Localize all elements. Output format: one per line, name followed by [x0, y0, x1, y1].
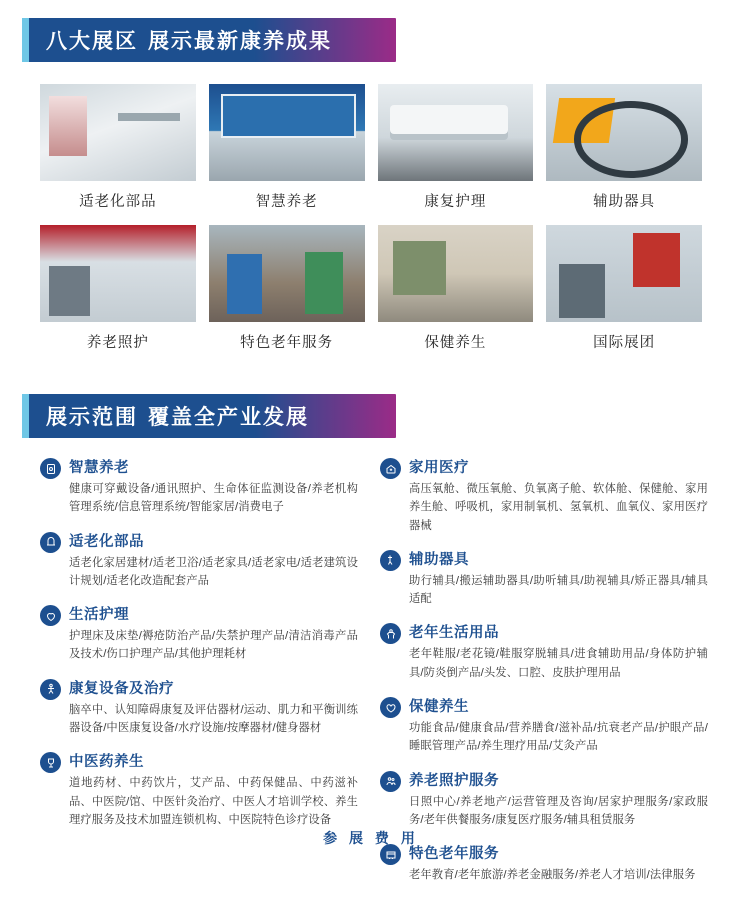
scope-item-title: 生活护理	[69, 607, 129, 624]
scope-item-title: 康复设备及治疗	[69, 680, 174, 697]
exhibition-area-item[interactable]	[40, 225, 196, 364]
exhibition-area-item[interactable]	[546, 225, 702, 364]
exhibition-area-caption: 保健养生	[424, 335, 487, 351]
assistive-device-icon	[380, 550, 401, 571]
scope-item-title: 保健养生	[409, 699, 469, 716]
scope-item-title: 中医药养生	[69, 754, 144, 771]
scope-item-desc: 适老化家居建材/适老卫浴/适老家具/适老家电/适老建筑设计规划/适老化改造配套产品	[69, 556, 358, 587]
eldercare-service-icon	[380, 771, 401, 792]
rehab-equipment-icon	[40, 679, 61, 700]
eldercare-booth-photo	[40, 225, 196, 322]
exhibition-area-caption: 特色老年服务	[240, 335, 334, 351]
scope-item-desc: 道地药材、中药饮片，艾产品、中药保健品、中药滋补品、中医院/馆、中医针灸治疗、中医人才培训学校、养生理疗服务及技术加盟连锁机构、中医院特色诊疗设备	[69, 777, 358, 826]
banner-main-title: 展示范围	[46, 406, 138, 429]
scope-item-title: 适老化部品	[69, 533, 144, 550]
scope-item-title: 家用医疗	[409, 460, 469, 476]
exhibition-area-caption: 智慧养老	[255, 194, 318, 210]
scope-item-title: 养老照护服务	[409, 772, 499, 789]
scope-item-title: 特色老年服务	[409, 846, 499, 863]
scope-item[interactable]	[380, 769, 708, 830]
home-medical-icon	[380, 458, 401, 479]
scope-item[interactable]	[380, 695, 708, 756]
scope-item-desc: 高压氧舱、微压氧舱、负氧离子舱、软体舱、保健舱、家用养生舱、呼吸机，家用制氧机、氢氧机、血氧仪、家用医疗器械	[409, 483, 708, 532]
smart-eldercare-icon	[40, 458, 61, 479]
accessible-parts-icon	[40, 532, 61, 553]
scope-item[interactable]	[40, 456, 358, 517]
scope-item[interactable]	[380, 548, 708, 609]
international-pavilion-photo	[546, 225, 702, 322]
scope-item[interactable]	[380, 842, 708, 884]
scope-banner	[22, 394, 396, 438]
wheelchair-photo	[546, 84, 702, 181]
exhibition-area-item[interactable]	[378, 225, 534, 364]
smart-eldercare-screen-photo	[209, 84, 365, 181]
nursing-bed-photo	[378, 84, 534, 181]
life-care-icon	[40, 605, 61, 626]
bathroom-accessibility-photo	[40, 84, 196, 181]
scope-item-desc: 护理床及床垫/褥疮防治产品/失禁护理产品/清洁消毒产品及技术/伤口护理产品/其他护理耗材	[69, 630, 358, 661]
scope-item-desc: 老年鞋服/老花镜/鞋服穿脱辅具/进食辅助用品/身体防护辅具/防炎倒产品/头发、口腔、皮肤护理用品	[409, 648, 708, 679]
scope-item[interactable]	[40, 530, 358, 591]
scope-item-desc: 日照中心/养老地产/运营管理及咨询/居家护理服务/家政服务/老年供餐服务/康复医疗服务/辅具租赁服务	[409, 795, 708, 826]
scope-banner-text	[46, 401, 309, 431]
scope-item[interactable]	[40, 677, 358, 738]
exhibition-areas-banner	[22, 18, 396, 62]
exhibition-areas-banner-text	[46, 25, 332, 55]
senior-services-activity-photo	[209, 225, 365, 322]
scope-item[interactable]	[380, 456, 708, 535]
senior-daily-goods-icon	[380, 623, 401, 644]
exhibition-area-item[interactable]	[209, 225, 365, 364]
scope-item[interactable]	[40, 603, 358, 664]
scope-item-title: 智慧养老	[69, 460, 129, 476]
exhibition-area-caption: 养老照护	[86, 335, 149, 351]
scope-section	[0, 394, 742, 898]
exhibition-area-item[interactable]	[40, 84, 196, 223]
exhibition-area-caption: 康复护理	[424, 194, 487, 210]
scope-item-desc: 功能食品/健康食品/营养膳食/滋补品/抗衰老产品/护眼产品/睡眠管理产品/养生理疗用品/艾灸产品	[409, 722, 708, 753]
exhibition-area-caption: 国际展团	[593, 335, 656, 351]
health-wellness-icon	[380, 697, 401, 718]
health-products-display-photo	[378, 225, 534, 322]
scope-item-title: 辅助器具	[409, 551, 469, 568]
exhibition-areas-grid	[40, 84, 702, 364]
scope-item[interactable]	[40, 750, 358, 829]
banner-sub-title: 展示最新康养成果	[148, 30, 332, 53]
tcm-health-icon	[40, 752, 61, 773]
exhibition-area-caption: 辅助器具	[593, 194, 656, 210]
footer-label: 参 展 费 用	[323, 830, 419, 846]
exhibition-area-caption: 适老化部品	[79, 194, 157, 210]
scope-item[interactable]	[380, 621, 708, 682]
scope-item-desc: 脑卒中、认知障碍康复及评估器材/运动、肌力和平衡训练器设备/中医康复设备/水疗设施/按摩器材/健身器材	[69, 703, 358, 735]
banner-main-title: 八大展区	[46, 30, 138, 53]
scope-item-desc: 助行辅具/搬运辅助器具/助听辅具/助视辅具/矫正器具/辅具适配	[409, 574, 708, 606]
banner-accent-bar	[22, 18, 29, 62]
exhibition-area-item[interactable]	[209, 84, 365, 223]
scope-item-title: 老年生活用品	[409, 625, 499, 642]
banner-accent-bar	[22, 394, 29, 438]
exhibition-area-item[interactable]	[378, 84, 534, 223]
scope-item-desc: 老年教育/老年旅游/养老金融服务/养老人才培训/法律服务	[409, 869, 696, 882]
exhibition-area-item[interactable]	[546, 84, 702, 223]
banner-sub-title: 覆盖全产业发展	[148, 406, 309, 429]
scope-item-desc: 健康可穿戴设备/通讯照护、生命体征监测设备/养老机构管理系统/信息管理系统/智能家居/消费电子	[69, 483, 358, 514]
